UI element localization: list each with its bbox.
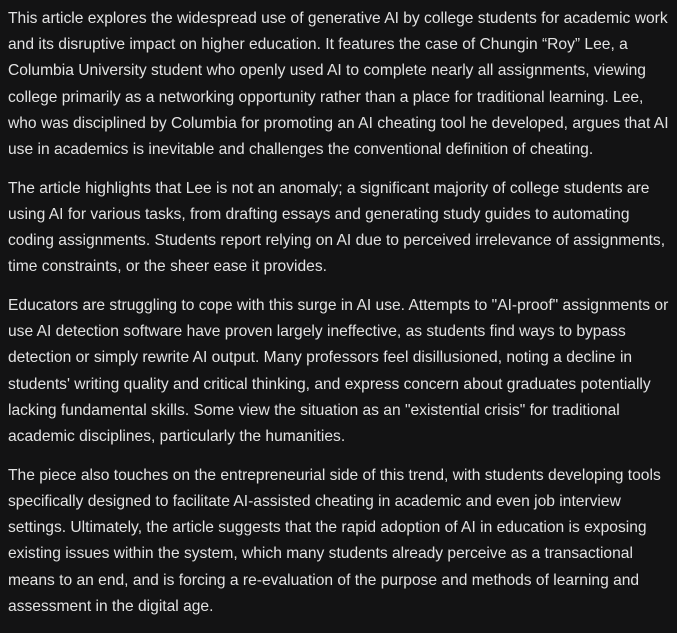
summary-paragraph-students: The article highlights that Lee is not an anomaly; a significant majority of college students are using AI for various tasks, from drafting essays and generating study guides to automating coding assignments. Students report relying on AI due to perceived irrelevance of assignments, time constraints, or the sheer ease it provides. bbox=[8, 179, 666, 276]
summary-paragraph-intro: This article explores the widespread use of generative AI by college students for academic work and its disruptive impact on higher education. It features the case of Chungin “Roy” Lee, a Columbia University student who openly used AI to complete nearly all assignments, viewing college primarily as a networking opportunity rather than a place for traditional learning. Lee, who was disciplined by Columbia for promoting an AI cheating tool he developed, argues that AI use in academics is inevitable and challenges the conventional definition of cheating. bbox=[8, 10, 669, 159]
summary-paragraph-educators: Educators are struggling to cope with this surge in AI use. Attempts to "AI-proof" assignments or use AI detection software have proven largely ineffective, as students find ways to bypass detection or simply rewrite AI output. Many professors feel disillusioned, noting a decline in students' writing quality and critical thinking, and express concern about graduates potentially lacking fundamental skills. Some view the situation as an "existential crisis" for traditional academic disciplines, particularly the humanities. bbox=[8, 297, 669, 446]
summary-paragraph-entrepreneurial: The piece also touches on the entrepreneurial side of this trend, with students developing tools specifically designed to facilitate AI-assisted cheating in academic and even job interview settings. Ultimately, the article suggests that the rapid adoption of AI in education is exposing existing issues within the system, which many students already perceive as a transactional means to an end, and is forcing a re-evaluation of the purpose and methods of learning and assessment in the digital age. bbox=[8, 466, 661, 615]
